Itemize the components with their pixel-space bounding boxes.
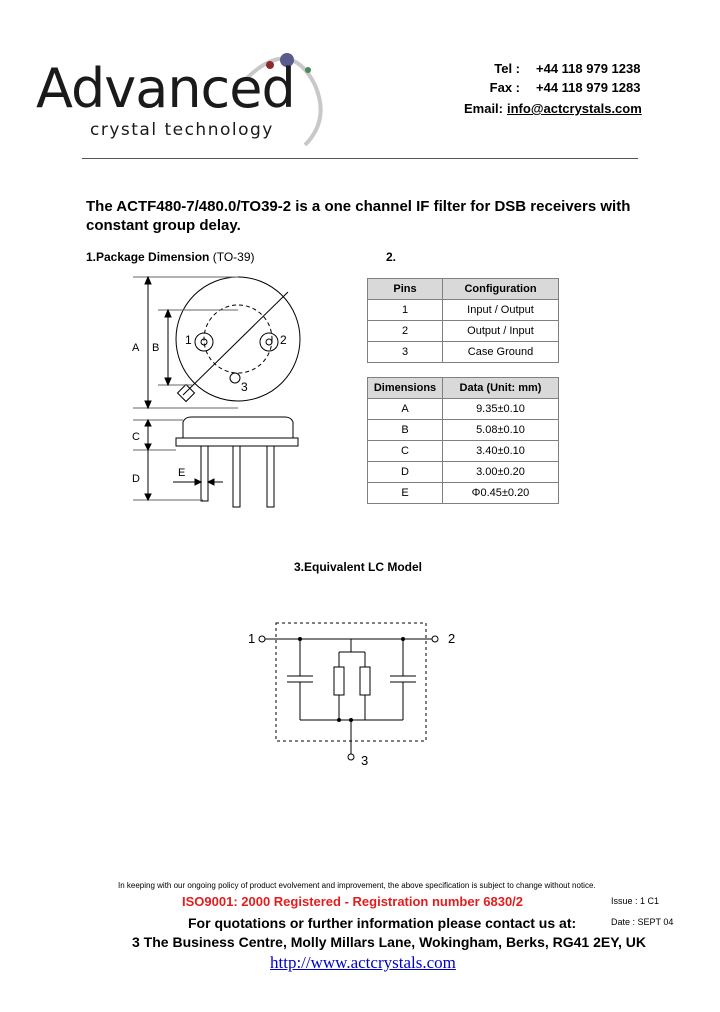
logo-orb-green-icon — [305, 67, 311, 73]
email-label: Email: — [463, 101, 503, 116]
lc-model-schematic — [240, 620, 470, 770]
section-1-heading — [86, 250, 255, 264]
pin-cell: 3 — [368, 342, 443, 363]
section-3-heading: 3.Equivalent LC Model — [294, 560, 423, 574]
dim-cell: E — [368, 483, 443, 504]
value-cell: 3.00±0.20 — [443, 462, 559, 483]
dim-label-B: B — [152, 342, 160, 354]
value-cell: 5.08±0.10 — [443, 420, 559, 441]
table-row — [368, 462, 559, 483]
iso-registration: ISO9001: 2000 Registered - Registration number 6830/2 — [182, 894, 524, 909]
website-link[interactable]: http://www.actcrystals.com — [270, 953, 456, 972]
policy-notice: In keeping with our ongoing policy of product evolvement and improvement, the above specification is subject to change without notice. — [118, 881, 596, 890]
config-cell: Output / Input — [443, 321, 559, 342]
dim-label-A: A — [132, 342, 140, 354]
dim-cell: A — [368, 399, 443, 420]
tel-value: +44 118 979 1238 — [536, 61, 641, 76]
section-1-sublabel: (TO-39) — [212, 250, 255, 264]
value-cell: 9.35±0.10 — [443, 399, 559, 420]
contact-prompt: For quotations or further information please contact us at: — [188, 915, 577, 931]
dimensions-table-header-row — [368, 378, 559, 399]
pin-label-1: 1 — [185, 333, 192, 347]
fax-value: +44 118 979 1283 — [536, 80, 641, 95]
tel-label: Tel : — [494, 61, 520, 76]
table-row — [368, 420, 559, 441]
table-row — [368, 399, 559, 420]
pins-header: Pins — [368, 279, 443, 300]
value-cell: Φ0.45±0.20 — [443, 483, 559, 504]
dimensions-header: Dimensions — [368, 378, 443, 399]
dim-cell: B — [368, 420, 443, 441]
config-cell: Input / Output — [443, 300, 559, 321]
page-title: The ACTF480-7/480.0/TO39-2 is a one channel IF filter for DSB receivers with constant group delay. — [86, 198, 631, 234]
logo-wordmark: Advanced — [36, 57, 295, 120]
company-address: 3 The Business Centre, Molly Millars Lane, Wokingham, Berks, RG41 2EY, UK — [132, 934, 647, 950]
port-label-2: 2 — [448, 631, 456, 646]
dim-label-C: C — [132, 431, 140, 443]
package-dimension-drawing — [128, 270, 328, 520]
pin-label-2: 2 — [280, 333, 287, 347]
dim-cell: C — [368, 441, 443, 462]
config-cell: Case Ground — [443, 342, 559, 363]
issue-number: Issue : 1 C1 — [611, 896, 660, 906]
issue-date: Date : SEPT 04 — [611, 917, 674, 927]
dim-label-D: D — [132, 473, 140, 485]
section-2-heading: 2. — [386, 250, 397, 264]
pins-table — [367, 278, 559, 363]
section-1-label: 1.Package Dimension — [86, 250, 213, 264]
configuration-header: Configuration — [443, 279, 559, 300]
table-row — [368, 342, 559, 363]
port-label-3: 3 — [361, 753, 369, 768]
table-row — [368, 300, 559, 321]
value-cell: 3.40±0.10 — [443, 441, 559, 462]
header-divider — [82, 158, 638, 159]
pin-label-3: 3 — [241, 380, 248, 394]
table-row — [368, 483, 559, 504]
pin-cell: 2 — [368, 321, 443, 342]
dim-cell: D — [368, 462, 443, 483]
dimensions-table — [367, 377, 559, 504]
data-header: Data (Unit: mm) — [443, 378, 559, 399]
table-row — [368, 441, 559, 462]
pins-table-header-row — [368, 279, 559, 300]
port-label-1: 1 — [248, 631, 256, 646]
email-link[interactable]: info@actcrystals.com — [507, 101, 642, 116]
dim-label-E: E — [178, 467, 186, 479]
fax-label: Fax : — [489, 80, 520, 95]
table-row — [368, 321, 559, 342]
pin-cell: 1 — [368, 300, 443, 321]
logo-tagline: crystal technology — [90, 120, 274, 140]
